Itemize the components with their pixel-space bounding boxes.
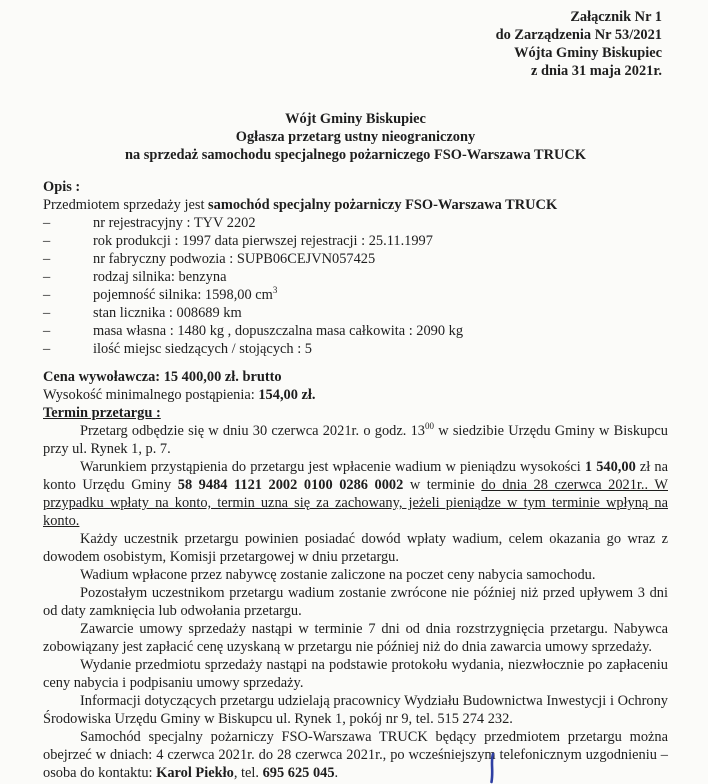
auction-date-heading: Termin przetargu :	[43, 405, 161, 421]
paragraph: Przetarg odbędzie się w dniu 30 czerwca 2021r. o godz. $13^{00}$ w siedzibie Urzędu Gminy w Biskupcu przy ul. Rynek 1, p. 7.	[43, 421, 668, 457]
annex-line: Załącznik Nr 1	[570, 9, 662, 25]
dash-marker: –	[43, 287, 51, 303]
title-line: na sprzedaż samochodu specjalnego pożarniczego FSO-Warszawa TRUCK	[124, 147, 586, 163]
paragraph: Samochód specjalny pożarniczy FSO-Warszawa TRUCK będący przedmiotem przetargu można obejrzeć w dniach: 4 czerwca 2021r. do 28 czerwca 2021r., po wcześniejszym telefonicznym uzgodnieniu – osoba do kontaktu: Karol Piekło, tel. 695 625 045.	[43, 729, 668, 781]
spec-item	[43, 322, 668, 340]
paragraph: Wydanie przedmiotu sprzedaży nastąpi na podstawie protokołu wydania, niezwłocznie po zapłaceniu ceny nabycia i podpisaniu umowy sprzedaży.	[43, 657, 668, 691]
spec-item	[43, 304, 668, 322]
spec-item-text: nr fabryczny podwozia : SUPB06CEJVN057425	[93, 251, 376, 267]
paragraph: Warunkiem przystąpienia do przetargu jest wpłacenie wadium w pieniądzu wysokości 1 540,00 zł na konto Urzędu Gminy 58 9484 1121 2002 0100 0286 0002 w terminie do dnia 28 czerwca 2021r.. W przypadku wpłaty na konto, termin uzna się za zachowany, jeżeli pieniądze w tym terminie wpłyną na konto.	[43, 459, 668, 529]
description-section	[43, 178, 668, 358]
dash-marker: –	[43, 341, 51, 357]
pricing-section	[43, 368, 668, 422]
paragraph: Zawarcie umowy sprzedaży nastąpi w terminie 7 dni od dnia rozstrzygnięcia przetargu. Nabywca zobowiązany jest zapłacić cenę uzyskaną w przetargu nie później niż do dnia zawarcia umowy sprzedaży.	[43, 621, 668, 655]
spec-item-text: nr rejestracyjny : TYV 2202	[93, 215, 256, 231]
starting-price-line: Cena wywoławcza: 15 400,00 zł. brutto	[43, 369, 282, 385]
spec-item-text: stan licznika : 008689 km	[93, 305, 242, 321]
terms-section	[43, 422, 668, 782]
dash-marker: –	[43, 215, 51, 231]
dash-marker: –	[43, 323, 51, 339]
paragraph: Pozostałym uczestnikom przetargu wadium zostanie zwrócone nie później niż przed upływem 3 dni od daty zamknięcia lub odwołania przetargu.	[43, 585, 668, 619]
title-line: Wójt Gminy Biskupiec	[285, 111, 426, 127]
description-heading: Opis :	[43, 179, 81, 195]
spec-item-text: ilość miejsc siedzących / stojących : 5	[93, 341, 312, 357]
annex-line: do Zarządzenia Nr 53/2021	[495, 27, 662, 43]
spec-item	[43, 250, 668, 268]
paragraph: Wadium wpłacone przez nabywcę zostanie zaliczone na poczet ceny nabycia samochodu.	[80, 567, 596, 583]
annex-line: Wójta Gminy Biskupiec	[514, 45, 662, 61]
doc-title	[43, 110, 668, 164]
spec-item	[43, 286, 668, 304]
dash-marker: –	[43, 305, 51, 321]
title-line: Ogłasza przetarg ustny nieograniczony	[235, 129, 476, 145]
spec-item	[43, 340, 668, 358]
dash-marker: –	[43, 251, 51, 267]
spec-item-text: rok produkcji : 1997 data pierwszej rejestracji : 25.11.1997	[93, 233, 433, 249]
paragraph: Każdy uczestnik przetargu powinien posiadać dowód wpłaty wadium, celem okazania go wraz z dowodem osobistym, Komisji przetargowej w dniu przetargu.	[43, 531, 668, 565]
spec-item-text: pojemność silnika: 1598,00 $cm^3$	[93, 285, 278, 303]
annex-header	[43, 8, 668, 80]
spec-item-text: masa własna : 1480 kg , dopuszczalna masa całkowita : 2090 kg	[93, 323, 464, 339]
dash-marker: –	[43, 233, 51, 249]
min-bid-line: Wysokość minimalnego postąpienia: 154,00 zł.	[43, 387, 316, 403]
pen-mark-icon	[484, 752, 500, 784]
spec-item	[43, 214, 668, 232]
spec-item	[43, 232, 668, 250]
spec-item-text: rodzaj silnika: benzyna	[93, 269, 227, 285]
spec-item	[43, 268, 668, 286]
annex-line: z dnia 31 maja 2021r.	[531, 63, 662, 79]
description-intro: Przedmiotem sprzedaży jest samochód specjalny pożarniczy FSO-Warszawa TRUCK	[43, 197, 558, 213]
paragraph: Informacji dotyczących przetargu udzielają pracownicy Wydziału Budownictwa Inwestycji i Ochrony Środowiska Urzędu Gminy w Biskupcu ul. Rynek 1, pokój nr 9, tel. 515 274 232.	[43, 693, 668, 727]
dash-marker: –	[43, 269, 51, 285]
